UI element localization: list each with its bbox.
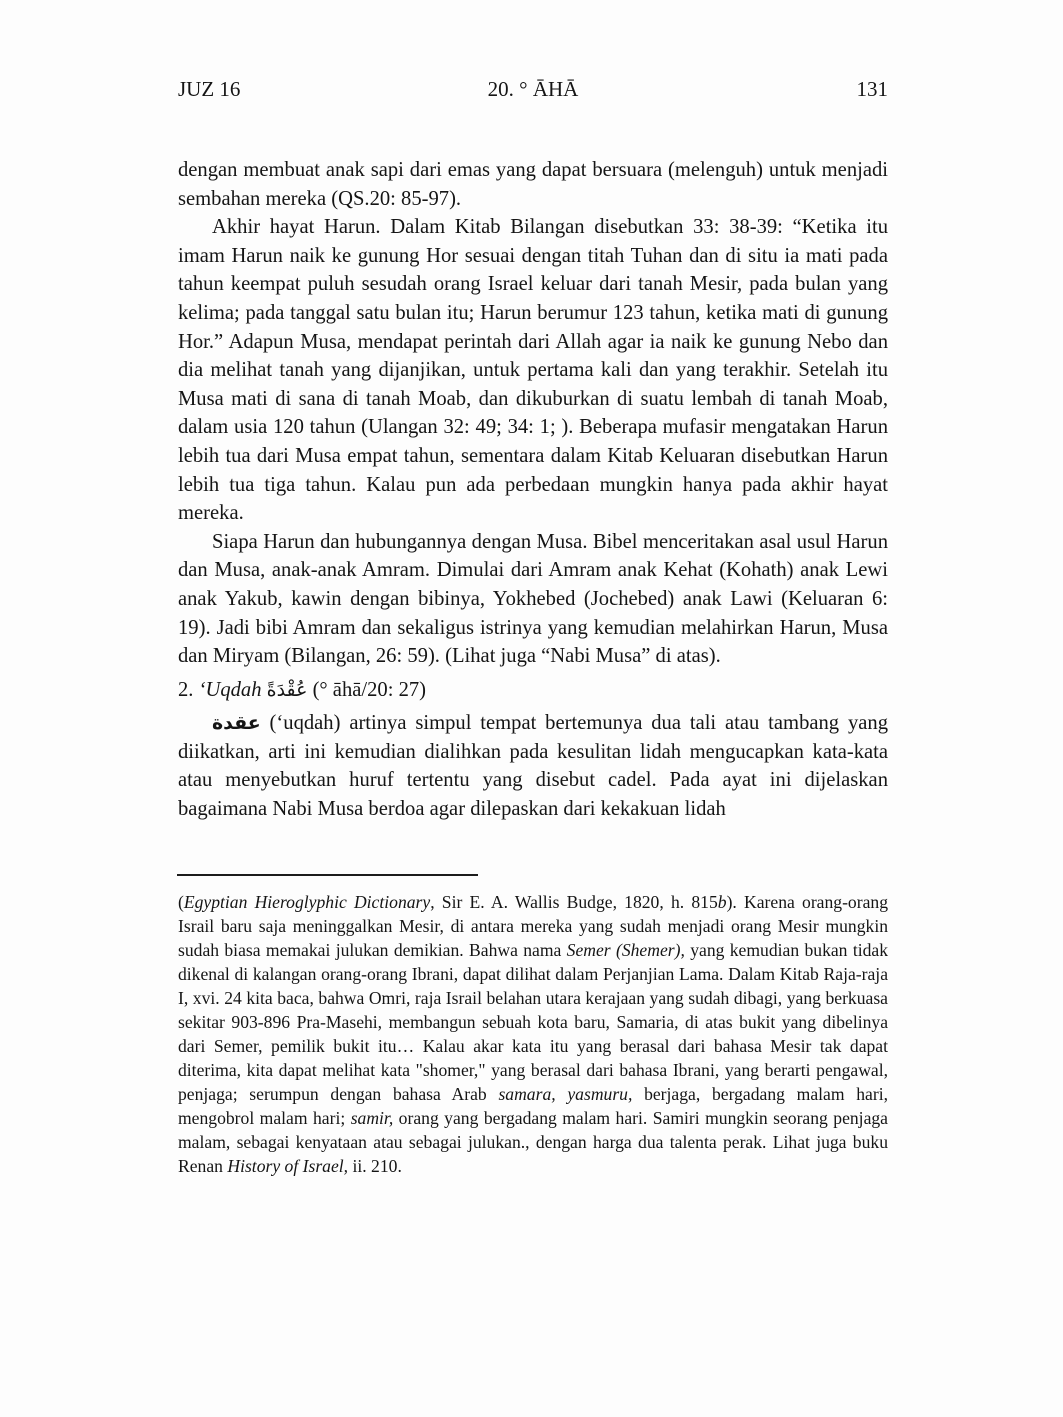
text-run: ‘Uqdah [198, 678, 262, 701]
page-header [178, 76, 888, 102]
text-run: samir, [350, 1108, 394, 1128]
body-text [178, 156, 888, 824]
text-run: dengan membuat anak sapi dari emas yang dapat bersuara (melenguh) untuk menjadi sembahan mereka (QS.20: 85-97). [178, 159, 888, 210]
text-run: samara, yasmuru, [498, 1084, 633, 1104]
text-run: yang kemudian bukan tidak dikenal di kalangan orang-orang Ibrani, dapat dilihat dalam Perjanjian Lama. Dalam Kitab Raja-raja I, xvi. 24 kita baca, bahwa Omri, raja Israil belahan utara kerajaan yang sudah dibagi, yang berkuasa sekitar 903-896 Pra-Masehi, membangun sebuah kota baru, Samaria, di atas bukit yang dibelinya dari Semer, pemilik bukit itu… Kalau akar kata itu yang berasal dari bahasa Mesir tak dapat diterima, kita dapat melihat kata "shomer," yang berasal dari bahasa Ibrani, yang berarti pengawal, penjaga; serumpun dengan bahasa Arab [178, 940, 888, 1104]
text-run: (‘uqdah) artinya simpul tempat bertemunya dua tali atau tambang yang diikatkan, arti ini kemudian dialihkan pada kesulitan lidah mengucapkan kata-kata atau menyebutkan huruf tertentu yang disebut cadel. Pada ayat ini dijelaskan bagaimana Nabi Musa berdoa agar dilepaskan dari kekakuan lidah [178, 712, 888, 821]
text-run: , Sir E. A. Wallis Budge, 1820, h. 815 [430, 892, 718, 912]
text-run: (° āhā/20: 27) [307, 678, 427, 701]
body-paragraph [178, 213, 888, 528]
text-run: orang yang bergadang malam hari. Samiri mungkin seorang penjaga malam, sebagai kenyataan atau sebagai julukan., dengan harga dua talenta perak. Lihat juga buku Renan [178, 1108, 888, 1176]
text-run: Semer (Shemer), [566, 940, 685, 960]
text-run: berjaga, bergadang malam hari, mengobrol malam hari; [178, 1084, 888, 1128]
body-paragraph [178, 709, 888, 823]
body-paragraph [178, 528, 888, 671]
footnote-separator [177, 874, 478, 876]
text-run: Egyptian Hieroglyphic Dictionary [183, 892, 431, 912]
text-run: History of Israel, [227, 1156, 349, 1176]
text-run: ( [178, 892, 184, 912]
header-title: 20. ° ĀHĀ [487, 77, 579, 101]
section-heading [178, 676, 888, 705]
header-page-number: 131 [856, 77, 889, 101]
arabic-text: عقدة [212, 712, 261, 735]
text-run: ). Karena orang-orang Israil baru saja meninggalkan Mesir, di antara mereka yang sudah menjadi orang Mesir mungkin sudah biasa memakai julukan demikian. Bahwa nama [178, 892, 888, 960]
text-run: Siapa Harun dan hubungannya dengan Musa. Bibel menceritakan asal usul Harun dan Musa, anak-anak Amram. Dimulai dari Amram anak Kehat (Kohath) anak Lewi anak Yakub, kawin dengan bibinya, Yokhebed (Jochebed) anak Lawi (Keluaran 6: 19). Jadi bibi Amram dan sekaligus istrinya yang kemudian melahirkan Harun, Musa dan Miryam (Bilangan, 26: 59). (Lihat juga “Nabi Musa” di atas). [178, 530, 888, 668]
body-paragraph [178, 156, 888, 213]
text-run: 2. [178, 678, 199, 701]
arabic-text: عُقْدَةً [266, 678, 308, 701]
text-run: ii. 210. [348, 1156, 402, 1176]
text-run: b [717, 892, 727, 912]
header-juz: JUZ 16 [178, 77, 241, 101]
text-run: Akhir hayat Harun. Dalam Kitab Bilangan disebutkan 33: 38-39: “Ketika itu imam Harun naik ke gunung Hor sesuai dengan titah Tuhan dan di situ ia mati pada tahun keempat puluh sesudah orang Israel keluar dari tanah Mesir, pada bulan yang kelima; pada tanggal satu bulan itu; Harun berumur 123 tahun, ketika mati di gunung Hor.” Adapun Musa, mendapat perintah dari Allah agar ia naik ke gunung Nebo dan dia melihat tanah yang dijanjikan, untuk pertama kali dan yang terakhir. Setelah itu Musa mati di sana di tanah Moab, dan dikuburkan di suatu lembah di tanah Moab, dalam usia 120 tahun (Ulangan 32: 49; 34: 1; ). Beberapa mufasir mengatakan Harun lebih tua dari Musa empat tahun, sementara dalam Kitab Keluaran disebutkan Harun lebih tua tiga tahun. Kalau pun ada perbedaan mungkin hanya pada akhir hayat mereka. [178, 216, 888, 525]
footnote-text [178, 890, 888, 1178]
